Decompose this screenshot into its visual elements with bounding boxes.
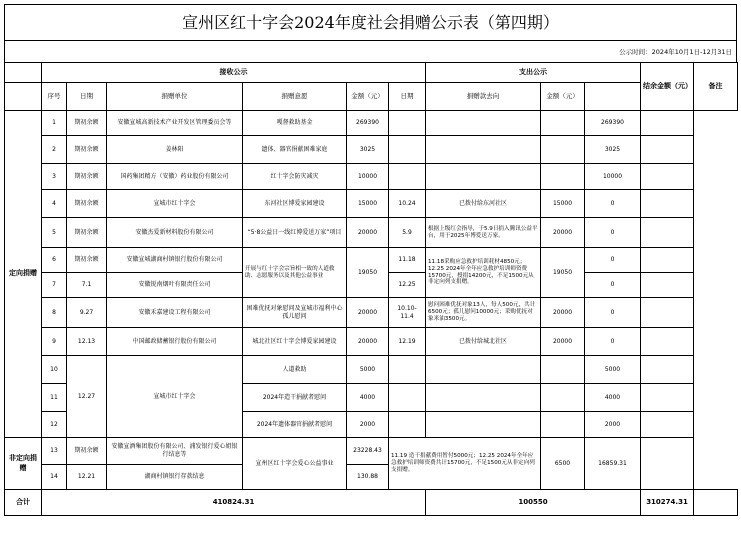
balance-cell: 2000 [585,412,641,438]
donor-cell: 国药集团精方（安徽）药业股份有限公司 [107,164,243,190]
total-receive: 410824.31 [42,490,426,516]
page-title: 宣州区红十字会2024年度社会捐赠公示表（第四期） [4,4,737,40]
amount-cell: 23228.43 [347,438,389,465]
balance-cell: 269390 [585,111,641,136]
intent-cell: 2024年造干捐献者慰问 [243,384,347,412]
spend-date-cell: 10.24 [389,190,426,218]
table-row [5,164,738,190]
remark-cell [641,356,694,384]
spend-amount-cell [541,136,585,164]
table-row [5,218,738,248]
spend-date-cell [389,136,426,164]
spend-to-cell: 已拨付给东河社区 [426,190,541,218]
table-row [5,111,738,136]
spend-to-header: 捐赠款去向 [426,83,541,111]
amount-cell: 20000 [347,298,389,328]
date-cell: 期初余额 [67,248,107,273]
table-row [5,248,738,273]
spend-date-cell [389,384,426,412]
intent-cell: 红十字会防灾减灾 [243,164,347,190]
date-cell: 期初余额 [67,190,107,218]
seq-cell: 10 [42,356,67,384]
spend-amount-cell: 19050 [541,248,585,298]
donor-cell: 湖商村镇银行存款结息 [107,465,243,490]
intent-cell: 开展与红十字会宗旨相一致的人道救助、志愿服务以及其他公益事业 [243,248,347,298]
seq-cell: 2 [42,136,67,164]
spend-amount-cell: 20000 [541,298,585,328]
publish-period: 公示时间：2024年10月1日-12月31日 [4,40,737,62]
donor-cell: 安徽宣酒集团股份有限公司、浦发银行爱心姐银行结息等 [107,438,243,465]
amount-cell: 3025 [347,136,389,164]
donor-cell: 安徽杰爱新材料股份有限公司 [107,218,243,248]
balance-cell: 4000 [585,384,641,412]
spend-header: 支出公示 [426,63,641,83]
date-cell: 期初余额 [67,164,107,190]
intent-cell: 遗体、器官捐献困难家庭 [243,136,347,164]
spend-to-cell [426,111,541,136]
intent-cell: 2024年遗体器官捐献者慰问 [243,412,347,438]
seq-cell: 7 [42,273,67,298]
amount-cell: 2000 [347,412,389,438]
balance-cell: 0 [585,298,641,328]
seq-cell: 11 [42,384,67,412]
spend-amount-cell: 6500 [541,438,585,490]
table-row [5,356,738,384]
spend-to-cell [426,136,541,164]
receive-header: 接收公示 [42,63,426,83]
remark-cell [641,384,694,412]
spend-date-cell [389,412,426,438]
table-row [5,136,738,164]
seq-cell: 9 [42,328,67,356]
amount-cell: 10000 [347,164,389,190]
amount-cell: 269390 [347,111,389,136]
remark-cell [641,111,694,136]
donor-cell: 安徽宣城湖商村镇银行股份有限公司 [107,248,243,273]
spend-amount-cell: 15000 [541,190,585,218]
spend-to-cell [426,356,541,384]
date-cell: 期初余额 [67,136,107,164]
seq-cell: 14 [42,465,67,490]
seq-cell: 6 [42,248,67,273]
date-cell: 7.1 [67,273,107,298]
section-header-empty [5,63,42,83]
remark-cell [641,298,694,328]
balance-cell: 5000 [585,356,641,384]
remark-cell [641,164,694,190]
donor-cell: 宣城市红十字会 [107,356,243,438]
table-row [5,328,738,356]
total-row [5,490,738,516]
donation-sheet [4,4,737,542]
spend-to-cell: 11.18采购应急救护培训耗材4850元；12.25 2024年全年应急救护培训师资费15700元，授捐14200元，不足1500元从非定向列支捐赠。 [426,248,541,298]
donor-cell: 宣城市红十字会 [107,190,243,218]
donor-cell: 姜林阳 [107,136,243,164]
seq-cell: 3 [42,164,67,190]
spend-date-cell: 12.25 [389,273,426,298]
donation-table [4,62,738,516]
amount-cell: 19050 [347,248,389,298]
amount-cell: 4000 [347,384,389,412]
remark-cell [641,412,694,438]
balance-cell: 0 [585,190,641,218]
undirected-section-label: 非定向捐赠 [5,438,42,490]
spend-amount-cell [541,111,585,136]
remark-header: 备注 [694,63,738,111]
intent-cell: 人道救助 [243,356,347,384]
date-header: 日期 [67,83,107,111]
remark-cell [641,190,694,218]
balance-cell: 0 [585,218,641,248]
spend-date-header: 日期 [389,83,426,111]
date-cell: 9.27 [67,298,107,328]
amount-cell: 15000 [347,190,389,218]
donor-header: 捐赠单位 [107,83,243,111]
spend-date-cell: 11.18 [389,248,426,273]
date-cell: 期初余额 [67,111,107,136]
spend-amount-header: 金额（元） [541,83,585,111]
intent-cell: 城北社区红十字会博爱家园建设 [243,328,347,356]
spend-date-cell: 12.19 [389,328,426,356]
spend-to-cell: 根据上级红会指导，于5.9日捐入腾讯公益平台，用于2025年博爱送万家。 [426,218,541,248]
intent-cell: “5·8公益日一线红博爱送万家”项目 [243,218,347,248]
spend-amount-cell [541,356,585,384]
spend-amount-cell [541,412,585,438]
table-row [5,298,738,328]
spend-amount-cell: 20000 [541,218,585,248]
spend-date-cell: 5.9 [389,218,426,248]
remark-cell [641,328,694,356]
remark-cell [641,438,694,490]
balance-cell: 16859.31 [585,438,641,490]
amount-cell: 5000 [347,356,389,384]
amount-cell: 20000 [347,218,389,248]
section-col-header [5,83,42,111]
remark-cell [641,136,694,164]
amount-cell: 20000 [347,328,389,356]
spend-to-cell [426,384,541,412]
amount-header: 金额（元） [347,83,389,111]
spend-date-cell [389,356,426,384]
remark-cell [641,218,694,248]
spend-amount-cell: 20000 [541,328,585,356]
spend-to-cell: 已拨付给城北社区 [426,328,541,356]
spend-to-cell [426,412,541,438]
remark-cell [641,248,694,273]
seq-cell: 8 [42,298,67,328]
balance-cell: 10000 [585,164,641,190]
spend-date-cell [389,111,426,136]
seq-cell: 12 [42,412,67,438]
date-cell: 期初余额 [67,218,107,248]
spend-amount-cell [541,164,585,190]
remark-cell [641,273,694,298]
intent-header: 捐赠意愿 [243,83,347,111]
donor-cell: 中国邮政储蓄银行股份有限公司 [107,328,243,356]
directed-section-label: 定向捐赠 [5,111,42,438]
spend-date-cell: 10.10-11.4 [389,298,426,328]
spend-date-cell [389,164,426,190]
spend-to-cell: 11.19 造干捐献费用暂付5000元；12.25 2024年全年应急救护培训师资费共计15700元，不足1500元从非定向列支捐赠。 [389,438,541,490]
seq-header: 序号 [42,83,67,111]
donor-cell: 安徽禾嘉建设工程有限公司 [107,298,243,328]
seq-cell: 4 [42,190,67,218]
balance-header: 结余金额（元） [641,63,694,111]
intent-cell: 宣州区红十字会爱心公益事业 [243,438,347,490]
spend-amount-cell [541,384,585,412]
total-spend: 100550 [426,490,641,516]
amount-cell: 130.88 [347,465,389,490]
balance-cell: 0 [585,248,641,273]
spend-to-cell: 慰问困难优抚对象13人，每人500元，共计6500元；孤儿慰问10000元；采购优抚对象米油3500元。 [426,298,541,328]
intent-cell: 嘎督救助基金 [243,111,347,136]
donor-cell: 安徽宣城高新技术产业开发区管理委员会等 [107,111,243,136]
donor-cell: 安徽锐南烟叶有限责任公司 [107,273,243,298]
balance-cell: 3025 [585,136,641,164]
date-cell: 期初余额 [67,438,107,465]
seq-cell: 1 [42,111,67,136]
spend-to-cell [426,164,541,190]
seq-cell: 13 [42,438,67,465]
total-remark [694,490,738,516]
table-row [5,438,738,465]
date-cell: 12.21 [67,465,107,490]
total-label: 合计 [5,490,42,516]
intent-cell: 东河社区博爱家园建设 [243,190,347,218]
seq-cell: 5 [42,218,67,248]
total-balance: 310274.31 [641,490,694,516]
date-cell: 12.27 [67,356,107,438]
table-row [5,190,738,218]
balance-cell: 0 [585,328,641,356]
intent-cell: 困难优抚对象慰问及宣城市福利中心孤儿慰问 [243,298,347,328]
date-cell: 12.13 [67,328,107,356]
balance-cell: 0 [585,273,641,298]
